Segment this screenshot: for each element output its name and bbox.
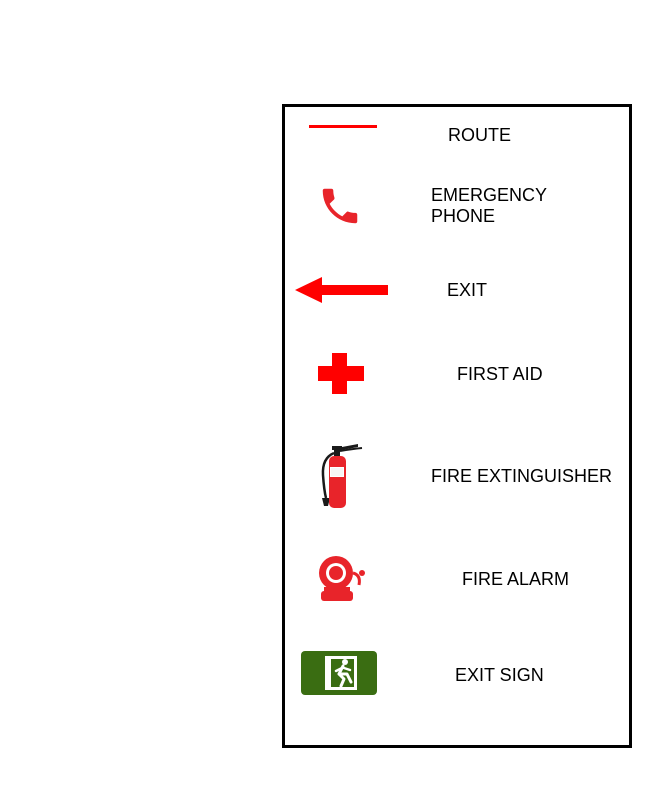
alarm-bell-icon (315, 553, 367, 603)
legend-label-route: ROUTE (448, 125, 511, 145)
legend-label-first-aid: FIRST AID (457, 364, 543, 384)
left-arrow-icon (295, 275, 389, 305)
running-man-exit-icon (301, 650, 379, 696)
legend-label-emergency-phone: EMERGENCY PHONE (431, 185, 548, 226)
legend-label-fire-alarm: FIRE ALARM (462, 569, 570, 589)
red-cross-icon (316, 352, 366, 396)
phone-icon (315, 183, 365, 229)
legend-label-fire-extinguisher: FIRE EXTINGUISHER (431, 466, 613, 486)
route-line-icon (309, 123, 379, 129)
fire-extinguisher-icon (318, 440, 366, 510)
legend-box (282, 104, 632, 748)
legend-label-exit: EXIT (447, 280, 488, 300)
legend-label-exit-sign: EXIT SIGN (455, 665, 544, 685)
